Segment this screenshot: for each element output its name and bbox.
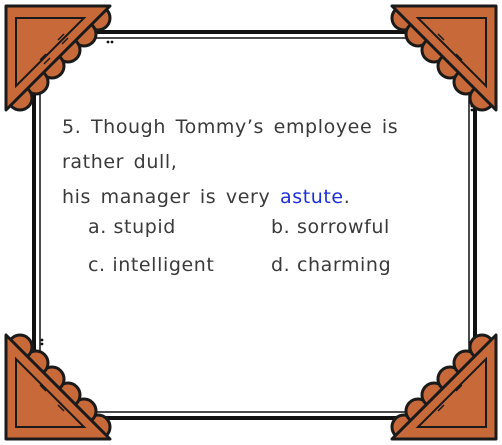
question-line-1: 5. Though Tommy’s employee is: [62, 116, 399, 138]
question-line-3-end: .: [343, 186, 351, 208]
choice-row: [88, 248, 428, 286]
choice-d[interactable]: d. charming: [271, 254, 392, 276]
answer-choices: [88, 210, 428, 286]
question-line-2: rather dull,: [62, 151, 178, 173]
question-text: [62, 110, 422, 215]
choice-a[interactable]: a. stupid: [88, 216, 176, 238]
corner-decoration-bottom-right: [377, 320, 502, 445]
corner-decoration-top-right: [377, 0, 502, 125]
choice-row: [88, 210, 428, 248]
corner-decoration-bottom-left: [0, 320, 125, 445]
choice-c[interactable]: c. intelligent: [88, 254, 215, 276]
choice-b[interactable]: b. sorrowful: [271, 216, 390, 238]
vocabulary-keyword: astute: [279, 186, 344, 208]
question-line-3-text: his manager is very: [62, 186, 280, 208]
corner-decoration-top-left: [0, 0, 125, 125]
